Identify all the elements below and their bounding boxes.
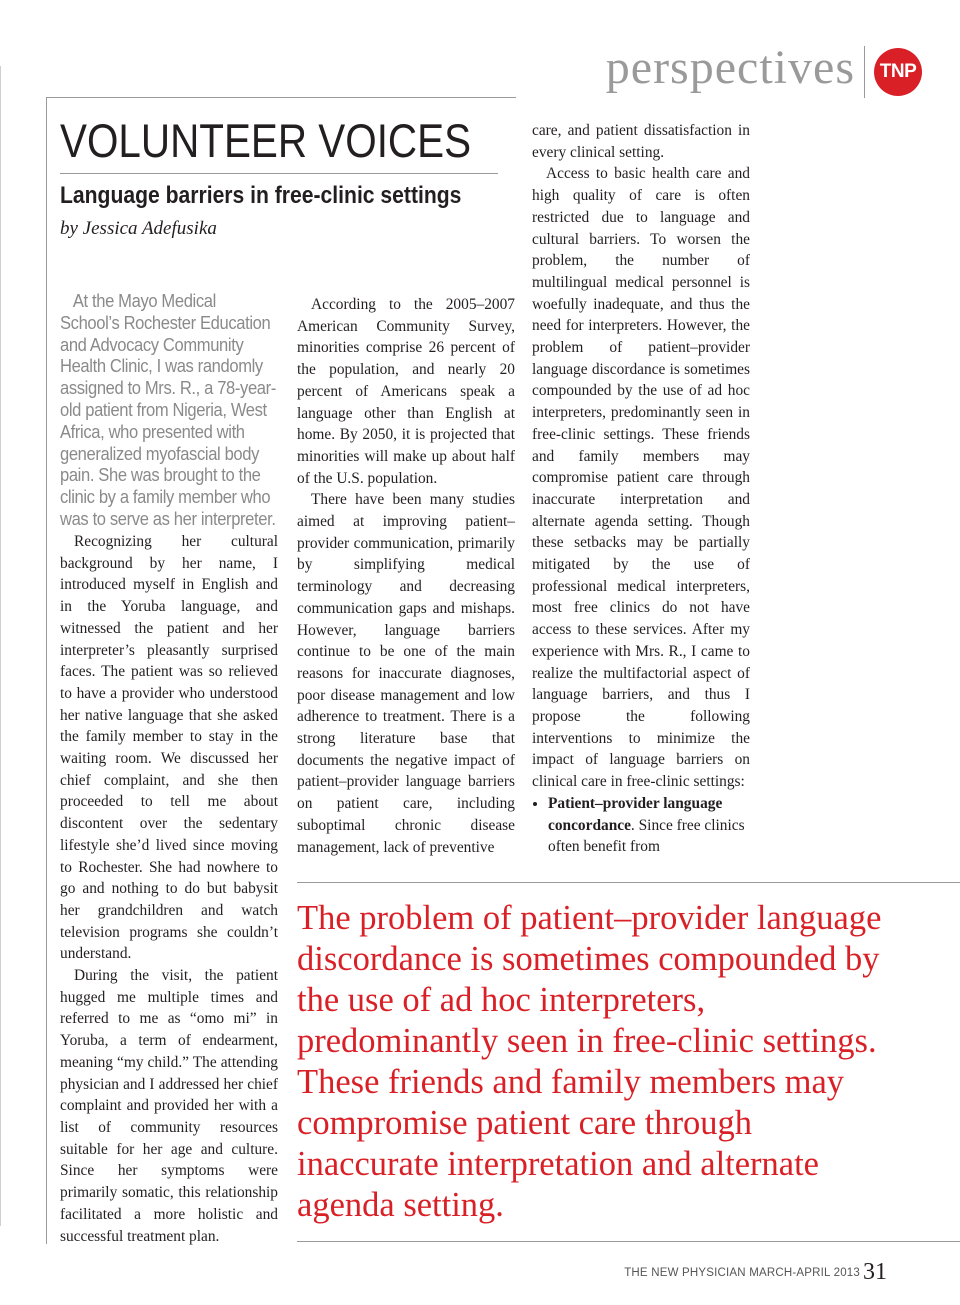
list-item-text: . Since free clinics often benefit from (548, 816, 745, 856)
pull-quote: The problem of patient–provider language discordance is sometimes compounded by the use of ad hoc interpreters, predominantly seen in free-clinic settings. These friends and family members may compromise patient care through inaccurate interpretation and alternate agenda setting. (297, 899, 882, 1224)
left-vertical-rule (46, 97, 47, 1244)
section-label: perspectives (605, 41, 855, 94)
article-title: Language barriers in free-clinic settings (60, 182, 462, 209)
top-rule (46, 97, 516, 98)
intervention-list (532, 793, 750, 858)
body-paragraph: According to the 2005–2007 American Community Survey, minorities comprise 26 percent of the population, and nearly 20 percent of Americans speak a language other than English at home. By 2050, it is projected that minorities will make up about half of the U.S. population. (297, 296, 515, 487)
title-rule (60, 173, 498, 174)
article-column-1 (60, 291, 278, 1247)
list-item (548, 793, 750, 858)
header-divider (864, 46, 865, 98)
list-item-heading: Patient–provider language concordance (548, 794, 723, 834)
byline: by Jessica Adefusika (60, 218, 217, 239)
lead-paragraph-wrap (60, 291, 278, 531)
body-paragraph-continued: care, and patient dissatisfaction in every clinical setting. (532, 122, 750, 161)
body-paragraph: Recognizing her cultural background by her name, I introduced myself in English and in the Yoruba language, and witnessed the patient and her interpreter’s pleasantly surprised faces. The patient was so relieved to have a provider who understood her native language that she asked the family member to stay in the waiting room. We discussed her chief complaint, and she then proceeded to tell me about discontent over the sedentary lifestyle she’d lived since moving to Rochester. She had nowhere to go and nothing to do but babysit her grandchildren and watch television programs she couldn’t understand. (60, 533, 278, 963)
lead-paragraph: At the Mayo Medical School’s Rochester Education and Advocacy Community Health Clinic, I was randomly assigned to Mrs. R., a 78-year-old patient from Nigeria, West Africa, who presented with generalized myofascial body pain. She was brought to the clinic by a family member who was to serve as her interpreter. (60, 291, 276, 529)
article-column-2 (297, 294, 515, 858)
tnp-logo-badge: TNP (874, 48, 922, 96)
body-paragraph: During the visit, the patient hugged me multiple times and referred to me as “omo mi” in Yoruba, a term of endearment, meaning “my child.” The attending physician and I addressed her chief complaint and provided her with a list of community resources suitable for her age and culture. Since her symptoms were primarily somatic, this relationship facilitated a more holistic and successful treatment plan. (60, 967, 278, 1245)
footer-publication: THE NEW PHYSICIAN MARCH-APRIL 2013 (624, 1267, 860, 1279)
article-column-3 (532, 120, 750, 858)
page-edge-line (0, 66, 1, 1226)
pullquote-top-rule (297, 882, 960, 883)
body-paragraph: Access to basic health care and high quality of care is often restricted due to language and cultural barriers. To worsen the problem, the number of multilingual medical personnel is woefully inadequate, and thus the need for interpreters. However, the problem of patient–provider language discordance is sometimes compounded by the use of ad hoc interpreters, predominantly seen in free-clinic settings. These friends and family members may compromise patient care through inaccurate interpretation and alternate agenda setting. Though these setbacks may be partially mitigated by the use of professional medical interpreters, most free clinics do not have access to these services. After my experience with Mrs. R., I came to realize the multifactorial aspect of language barriers, and thus I propose the following interventions to minimize the impact of language barriers on clinical care in free-clinic settings: (532, 165, 750, 791)
pullquote-bottom-rule (297, 1241, 960, 1242)
page-number: 31 (863, 1259, 887, 1285)
body-paragraph: There have been many studies aimed at improving patient–provider communication, primarily by simplifying medical terminology and decreasing communication gaps and mishaps. However, language barriers continue to be one of the main reasons for inaccurate diagnoses, poor disease management and low adherence to treatment. There is a strong literature base that documents the negative impact of patient–provider language barriers on patient care, including suboptimal chronic disease management, lack of preventive (297, 491, 515, 856)
column-title: VOLUNTEER VOICES (60, 114, 472, 167)
